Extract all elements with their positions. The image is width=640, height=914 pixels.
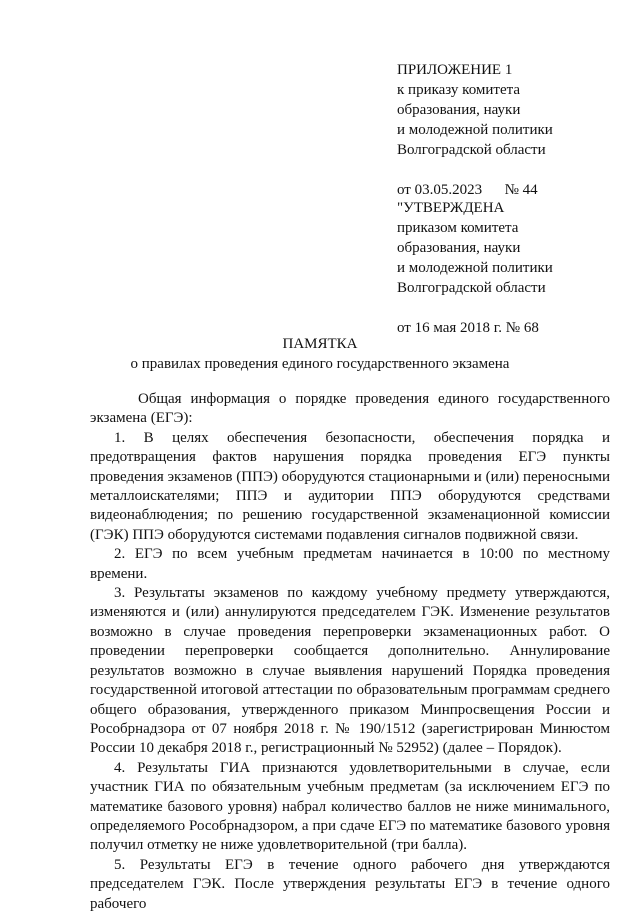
document-title: ПАМЯТКА — [282, 336, 358, 352]
body-paragraph: 5. Результаты ЕГЭ в течение одного рабочего дня утверждаются председателем ГЭК. После утверждения результаты ЕГЭ в течение одного рабочего — [90, 856, 610, 912]
document-heading — [0, 334, 640, 374]
body-paragraph: 1. В целях обеспечения безопасности, обеспечения порядка и предотвращения фактов нарушения порядка проведения ЕГЭ пункты проведения экзаменов (ППЭ) оборудуются стационарными и (или) переносными металлоискателями; ППЭ и аудитории ППЭ оборудуются средствами видеонаблюдения; по решению государственной экзаменационной комиссии (ГЭК) ППЭ оборудуются системами подавления сигналов подвижной связи. — [90, 429, 610, 543]
intro-paragraph: Общая информация о порядке проведения единого государственного экзамена (ЕГЭ): — [90, 391, 610, 427]
document-body — [90, 390, 610, 914]
approved-line: и молодежной политики — [397, 260, 553, 276]
approved-line: образования, науки — [397, 240, 521, 256]
approved-date-line: от 16 мая 2018 г. № 68 — [397, 320, 539, 336]
approved-line: "УТВЕРЖДЕНА — [397, 200, 505, 216]
appendix-line: образования, науки — [397, 102, 521, 118]
appendix-header — [397, 60, 553, 200]
appendix-line: к приказу комитета — [397, 82, 521, 98]
appendix-line: и молодежной политики — [397, 122, 553, 138]
document-subtitle: о правилах проведения единого государственного экзамена — [130, 356, 510, 372]
approved-line: приказом комитета — [397, 220, 519, 236]
body-paragraph: 3. Результаты экзаменов по каждому учебному предмету утверждаются, изменяются и (или) аннулируются председателем ГЭК. Изменение результатов возможно в случае проведения перепроверки экзаменационных работ. О проведении перепроверки сообщается дополнительно. Аннулирование результатов возможно в случае выявления нарушений Порядка проведения государственной итоговой аттестации по образовательным программам среднего общего образования, утвержденного приказом Минпросвещения России и Рособрнадзора от 07 ноября 2018 г. № 190/1512 (зарегистрирован Минюстом России 10 декабря 2018 г., регистрационный № 52952) (далее – Порядок). — [90, 585, 610, 757]
body-paragraph: 2. ЕГЭ по всем учебным предметам начинается в 10:00 по местному времени. — [90, 546, 610, 582]
body-paragraph: 4. Результаты ГИА признаются удовлетворительными в случае, если участник ГИА по обязательным учебным предметам (за исключением ЕГЭ по математике базового уровня) набрал количество баллов не ниже минимального, определяемого Рособрнадзором, а при сдаче ЕГЭ по математике базового уровня получил отметку не ниже удовлетворительной (три балла). — [90, 759, 610, 854]
spacer — [397, 298, 553, 318]
appendix-date-line: от 03.05.2023 № 44 — [397, 182, 538, 198]
appendix-line: ПРИЛОЖЕНИЕ 1 — [397, 62, 513, 78]
appendix-line: Волгоградской области — [397, 142, 546, 158]
spacer — [397, 160, 553, 180]
approved-header — [397, 198, 553, 338]
approved-line: Волгоградской области — [397, 280, 546, 296]
